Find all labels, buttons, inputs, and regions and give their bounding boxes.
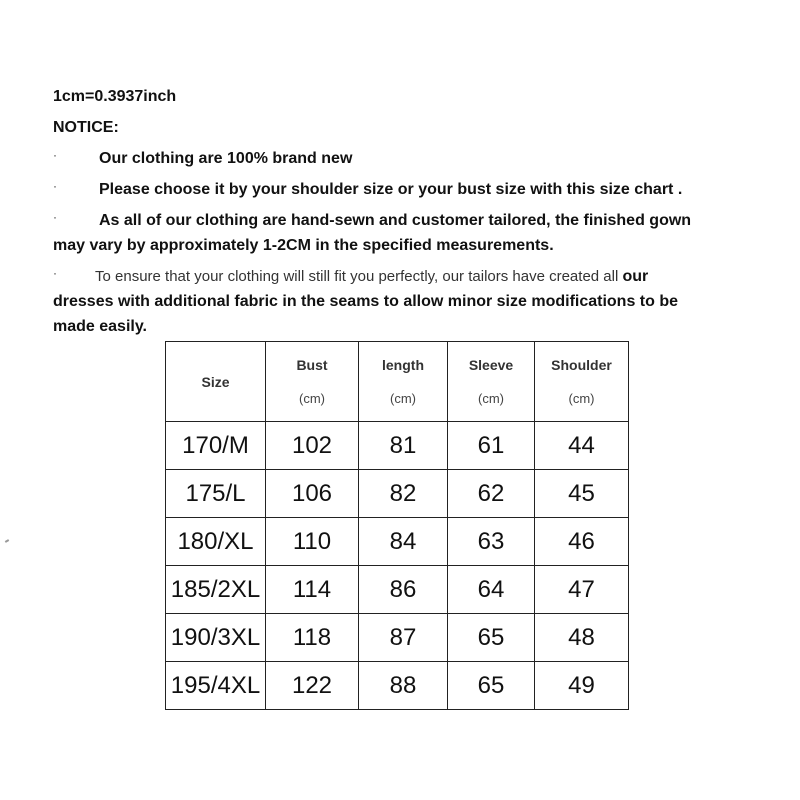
bullet-marker: · [53, 179, 57, 193]
shoulder-cell: 45 [535, 470, 629, 518]
bullet-text-light: To ensure that your clothing will still fit you perfectly, our tailors have created all [95, 268, 623, 285]
size-cell: 170/M [166, 422, 266, 470]
length-cell: 82 [359, 470, 448, 518]
size-cell: 180/XL [166, 518, 266, 566]
size-cell: 195/4XL [166, 662, 266, 710]
table-row [166, 662, 629, 710]
shoulder-cell: 49 [535, 662, 629, 710]
shoulder-cell: 44 [535, 422, 629, 470]
header-length: length (cm) [359, 342, 448, 422]
bullet-text-continued: made easily. [53, 318, 147, 335]
shoulder-cell: 46 [535, 518, 629, 566]
sleeve-cell: 62 [448, 470, 535, 518]
bullet-marker: · [53, 148, 57, 162]
bust-cell: 114 [266, 566, 359, 614]
bullet-marker: · [53, 210, 57, 224]
bust-cell: 106 [266, 470, 359, 518]
bullet-text-bold: our [622, 268, 649, 285]
table-header-row [166, 342, 629, 422]
bullet-text: Please choose it by your shoulder size or your bust size with this size chart . [99, 181, 683, 198]
shoulder-cell: 48 [535, 614, 629, 662]
bust-cell: 118 [266, 614, 359, 662]
size-cell: 185/2XL [166, 566, 266, 614]
length-cell: 86 [359, 566, 448, 614]
stray-mark [5, 539, 9, 543]
length-cell: 87 [359, 614, 448, 662]
header-bust: Bust (cm) [266, 342, 359, 422]
table-row [166, 470, 629, 518]
bullet-text [95, 268, 648, 286]
table-row [166, 566, 629, 614]
length-cell: 81 [359, 422, 448, 470]
size-cell: 190/3XL [166, 614, 266, 662]
length-cell: 84 [359, 518, 448, 566]
bullet-text-continued: dresses with additional fabric in the seams to allow minor size modifications to be [53, 293, 679, 310]
header-sleeve: Sleeve (cm) [448, 342, 535, 422]
sleeve-cell: 63 [448, 518, 535, 566]
table-row [166, 422, 629, 470]
sleeve-cell: 64 [448, 566, 535, 614]
header-size: Size [166, 342, 266, 422]
bust-cell: 122 [266, 662, 359, 710]
bust-cell: 102 [266, 422, 359, 470]
bullet-text-continued: may vary by approximately 1-2CM in the specified measurements. [53, 237, 554, 254]
header-shoulder: Shoulder (cm) [535, 342, 629, 422]
size-cell: 175/L [166, 470, 266, 518]
sleeve-cell: 65 [448, 614, 535, 662]
table-row [166, 518, 629, 566]
table-row [166, 614, 629, 662]
bullet-text: As all of our clothing are hand-sewn and customer tailored, the finished gown [99, 212, 692, 229]
sleeve-cell: 61 [448, 422, 535, 470]
sleeve-cell: 65 [448, 662, 535, 710]
conversion-note: 1cm=0.3937inch [53, 88, 177, 105]
shoulder-cell: 47 [535, 566, 629, 614]
size-chart-table [165, 341, 629, 710]
bullet-text: Our clothing are 100% brand new [99, 150, 353, 167]
bust-cell: 110 [266, 518, 359, 566]
bullet-marker: · [53, 266, 57, 280]
length-cell: 88 [359, 662, 448, 710]
notice-label: NOTICE: [53, 119, 119, 136]
